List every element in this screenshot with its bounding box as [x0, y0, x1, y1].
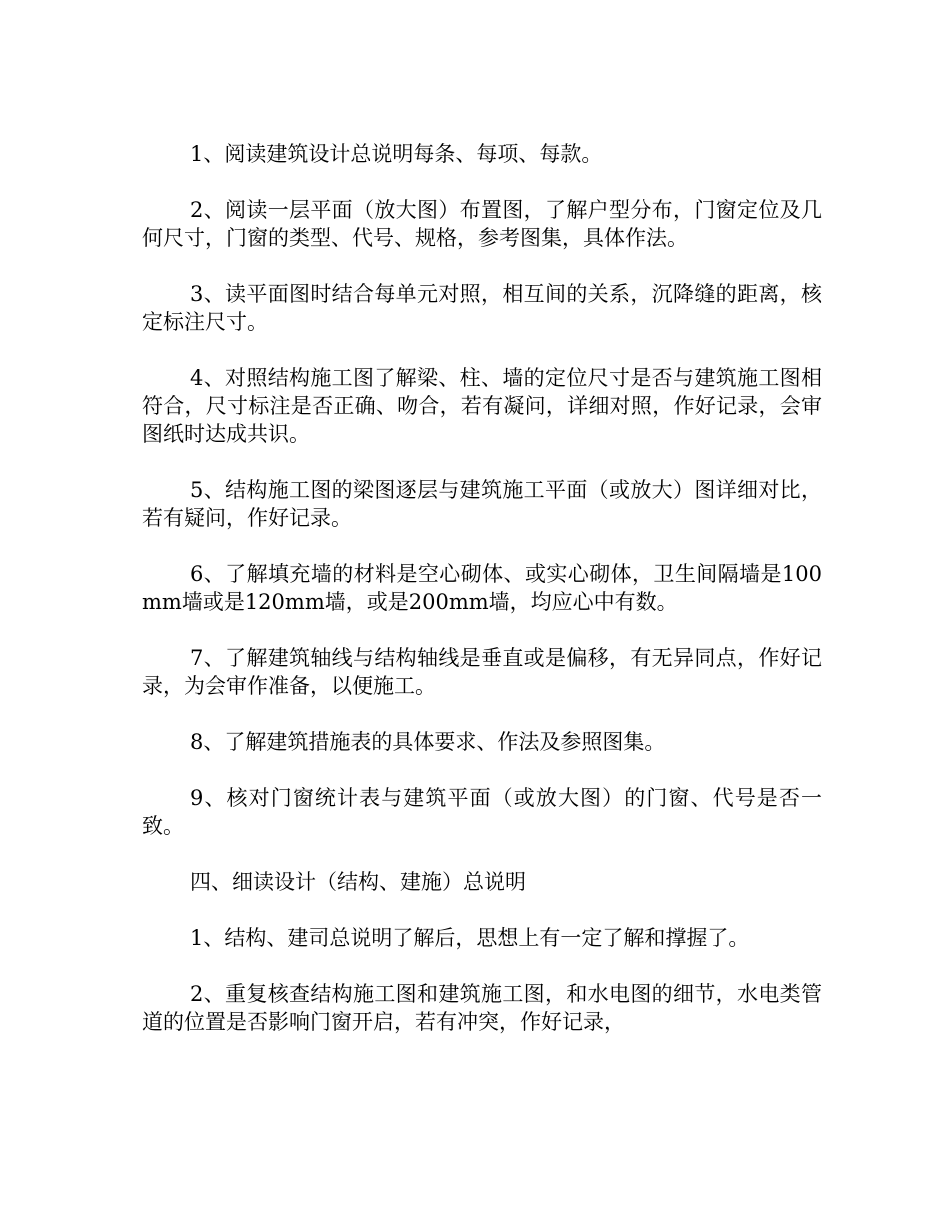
paragraph-3: 3、读平面图时结合每单元对照，相互间的关系，沉降缝的距离，核定标注尺寸。 [142, 282, 822, 334]
paragraph-4: 4、对照结构施工图了解梁、柱、墙的定位尺寸是否与建筑施工图相符合，尺寸标注是否正确、吻合，若有凝问，详细对照，作好记录，会审图纸时达成共识。 [142, 366, 822, 446]
paragraph-1: 1、阅读建筑设计总说明每条、每项、每款。 [190, 142, 603, 166]
paragraph-9: 9、核对门窗统计表与建筑平面（或放大图）的门窗、代号是否一致。 [142, 786, 822, 838]
paragraph-5: 5、结构施工图的梁图逐层与建筑施工平面（或放大）图详细对比，若有疑问，作好记录。 [142, 478, 822, 530]
paragraph-11: 2、重复核查结构施工图和建筑施工图，和水电图的细节，水电类管道的位置是否影响门窗开启，若有冲突，作好记录， [142, 982, 822, 1034]
paragraph-6: 6、了解填充墙的材料是空心砌体、或实心砌体，卫生间隔墙是100mm墙或是120mm墙，或是200mm墙，均应心中有数。 [142, 562, 822, 614]
section-heading: 四、细读设计（结构、建施）总说明 [190, 870, 526, 894]
paragraph-10: 1、结构、建司总说明了解后，思想上有一定了解和撑握了。 [190, 926, 750, 950]
paragraph-8: 8、了解建筑措施表的具体要求、作法及参照图集。 [190, 730, 666, 754]
paragraph-7: 7、了解建筑轴线与结构轴线是垂直或是偏移，有无异同点，作好记录，为会审作准备，以便施工。 [142, 646, 822, 698]
document-body [142, 140, 822, 1036]
paragraph-2: 2、阅读一层平面（放大图）布置图，了解户型分布，门窗定位及几何尺寸，门窗的类型、代号、规格，参考图集，具体作法。 [142, 198, 822, 250]
